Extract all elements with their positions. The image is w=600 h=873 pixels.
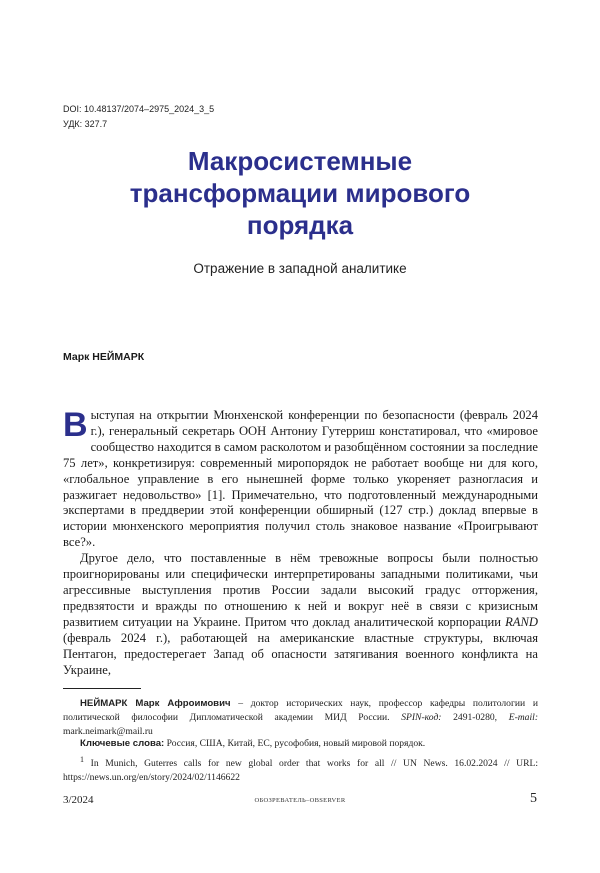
journal-name: ОБОЗРЕВАТЕЛЬ–OBSERVER xyxy=(254,797,346,804)
email-value: mark.neimark@mail.ru xyxy=(63,726,153,737)
keywords xyxy=(63,737,538,751)
email-label: E-mail: xyxy=(508,712,539,723)
footnote-divider xyxy=(63,688,141,689)
article-subtitle: Отражение в западной аналитике xyxy=(193,261,407,276)
udk: УДК: 327.7 xyxy=(63,119,108,129)
title-line: порядка xyxy=(246,210,354,240)
paragraph-text: ыступая на открытии Мюнхенской конференции по безопасности (февраль 2024 г.), генеральный секретарь ООН Антониу Гутерриш констатировал, что «мировое сообщество находится в самом расколотом и разобщённом состоянии за последние 75 лет», конкретизируя: современный миропорядок не работает вообще ни для кого, «глобальное управление в его нынешней форме только укореняет разногласия и разжигает недовольство» [1]. Примечательно, что подготовленный международными экспертами в преддверии этой конференции обширный (127 стр.) доклад впервые в истории мюнхенского мероприятия получил столь знаковое название «Проигрывают все?». xyxy=(63,408,538,550)
author-full-name: НЕЙМАРК Марк Афроимович xyxy=(80,698,231,709)
paragraph-text: Другое дело, что поставленные в нём тревожные вопросы были полностью проигнорированы или специфически интерпретированы западными политиками, чьи агрессивные выступления против России задали высокий градус отторжения, предвзятости и вражды по отношению к ней и вокруг неё в связи с кризисным развитием ситуации на Украине. Притом что доклад аналитической корпорации xyxy=(63,551,538,629)
footnote-number: 1 xyxy=(80,755,84,764)
article-body xyxy=(63,408,538,678)
title-line: трансформации мирового xyxy=(129,178,471,208)
page-number: 5 xyxy=(530,791,537,806)
title-line: Макросистемные xyxy=(187,146,413,176)
paragraph-text: (февраль 2024 г.), работающей на американские властные структуры, включая Пентагон, предостерегает Запад об опасности затягивания военного конфликта на Украине, xyxy=(63,630,538,677)
doi: DOI: 10.48137/2074–2975_2024_3_5 xyxy=(63,104,215,114)
paragraph xyxy=(63,551,538,678)
emphasis-rand: RAND xyxy=(505,614,538,629)
paragraph xyxy=(63,408,538,551)
drop-cap: В xyxy=(63,406,88,444)
author-note xyxy=(63,697,538,739)
author-name: Марк НЕЙМАРК xyxy=(63,351,145,363)
footnote-1 xyxy=(63,753,538,785)
spin-value: 2491-0280, xyxy=(441,712,509,723)
article-title xyxy=(0,145,600,241)
author-info: – доктор исторических наук, профессор кафедры политологии и политической философии Дипломатической академии МИД России. xyxy=(63,698,538,723)
keywords-label: Ключевые слова: xyxy=(80,738,165,749)
keywords-value: Россия, США, Китай, ЕС, русофобия, новый мировой порядок. xyxy=(164,738,426,749)
spin-label: SPIN-код: xyxy=(401,712,442,723)
issue-number: 3/2024 xyxy=(63,794,94,806)
footnote-text: In Munich, Guterres calls for new global order that works for all // UN News. 16.02.2024 // URL: https://news.un.org/en/story/2024/02/1146622 xyxy=(63,758,538,784)
